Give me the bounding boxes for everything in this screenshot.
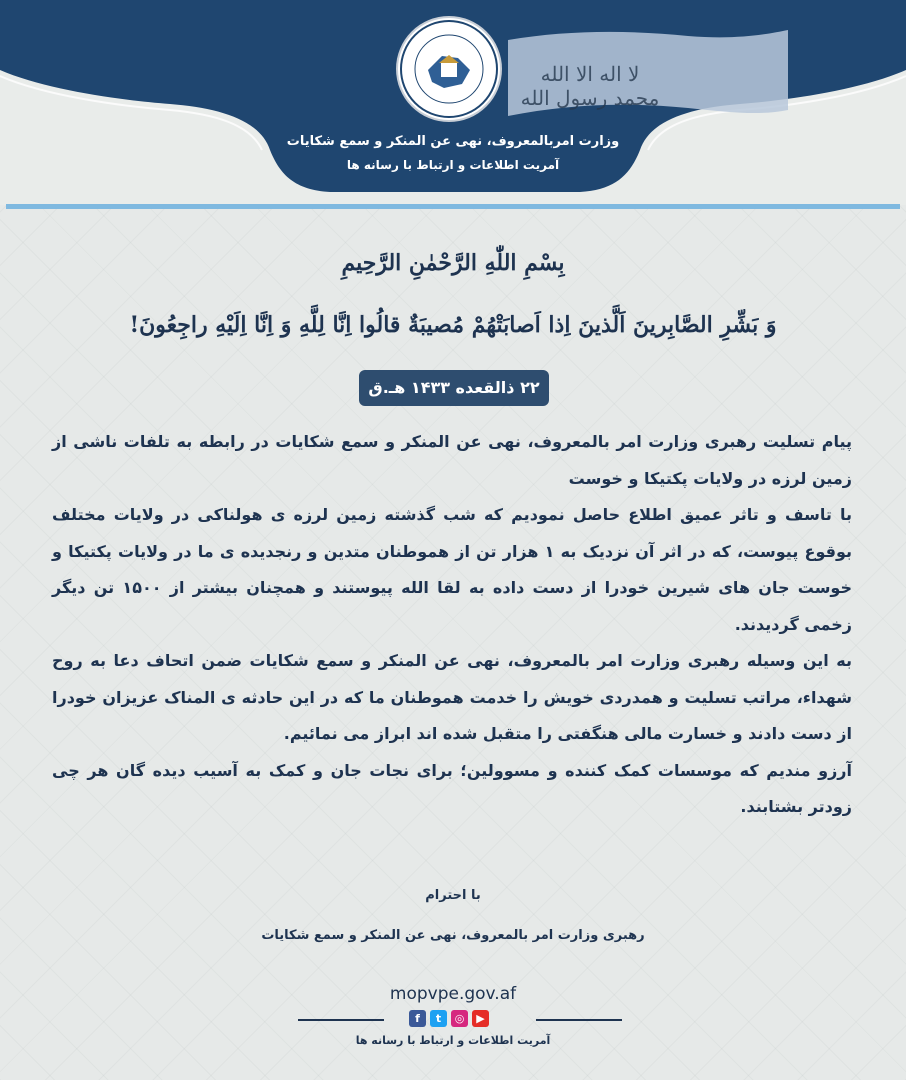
facebook-icon[interactable]: f <box>409 1010 426 1027</box>
quran-verse: وَ بَشِّرِ الصَّابِرینَ اَلَّذینَ اِذا اَصابَتْهُمْ مُصیبَةٌ قالُوا اِنَّا لِلَّهِ وَ اِنَّا اِلَیْهِ راجِعُونَ! <box>129 312 777 338</box>
basmala: بِسْمِ اللّٰهِ الرَّحْمٰنِ الرَّحِيمِ <box>341 250 565 276</box>
ministry-name: وزارت امربالمعروف، نهی عن المنکر و سمع شکایات <box>286 134 620 149</box>
twitter-icon[interactable]: t <box>430 1010 447 1027</box>
paragraph-3: آرزو مندیم که موسسات کمک کننده و مسوولین؛ برای نجات جان و کمک به آسیب دیده گان هر چی زودتر بشتابند. <box>52 760 852 816</box>
paragraph-2: به این وسیله رهبری وزارت امر بالمعروف، نهی عن المنکر و سمع شکایات ضمن اتحاف دعا به روح شهداء، مراتب تسلیت و همدردی خویش را خدمت هموطنان ما که در این حادثه ی المناک عزیزان خودرا از دست دادند و خسارت مالی هنگفتی را متقبل شده اند ابراز می نمائیم. <box>52 651 852 743</box>
instagram-icon[interactable]: ◎ <box>451 1010 468 1027</box>
footer-department: آمریت اطلاعات و ارتباط با رسانه ها <box>355 1034 551 1047</box>
header-divider <box>6 204 900 209</box>
paragraph-title: پیام تسلیت رهبری وزارت امر بالمعروف، نهی عن المنکر و سمع شکایات در رابطه به تلفات ناشی از زمین لرزه در ولایات پکتیکا و خوست <box>52 432 852 488</box>
emblem-icon <box>398 18 500 120</box>
youtube-icon[interactable]: ▶ <box>472 1010 489 1027</box>
signature: رهبری وزارت امر بالمعروف، نهی عن المنکر و سمع شکایات <box>261 928 645 943</box>
closing-regards: با احترام <box>425 888 481 903</box>
footer-divider-left <box>298 1019 384 1021</box>
ministry-logo <box>398 18 500 120</box>
flag-text: لا اله الا الله محمد رسول الله <box>520 62 660 110</box>
footer-divider-right <box>536 1019 622 1021</box>
paragraph-1: با تاسف و تاثر عمیق اطلاع حاصل نمودیم که شب گذشته زمین لرزه ی هولناکی در ولایات مختلف بوقوع پیوست، که در اثر آن نزدیک به ۱ هزار تن از هموطنان متدین و رنجدیده ی ما در ولایات پکتیکا و خوست جان های شیرین خودرا از دست داده به لقا الله پیوستند و همچنان بیشتر از ۱۵۰۰ تن دیگر زخمی گردیدند. <box>52 505 852 634</box>
social-links <box>409 1010 489 1028</box>
website-link[interactable]: mopvpe.gov.af <box>389 984 517 1004</box>
date-badge: ۲۲ ذالقعده ۱۴۳۳ هـ.ق <box>359 370 549 406</box>
message-body <box>52 424 852 826</box>
department-name: آمریت اطلاعات و ارتباط با رسانه ها <box>346 158 560 172</box>
